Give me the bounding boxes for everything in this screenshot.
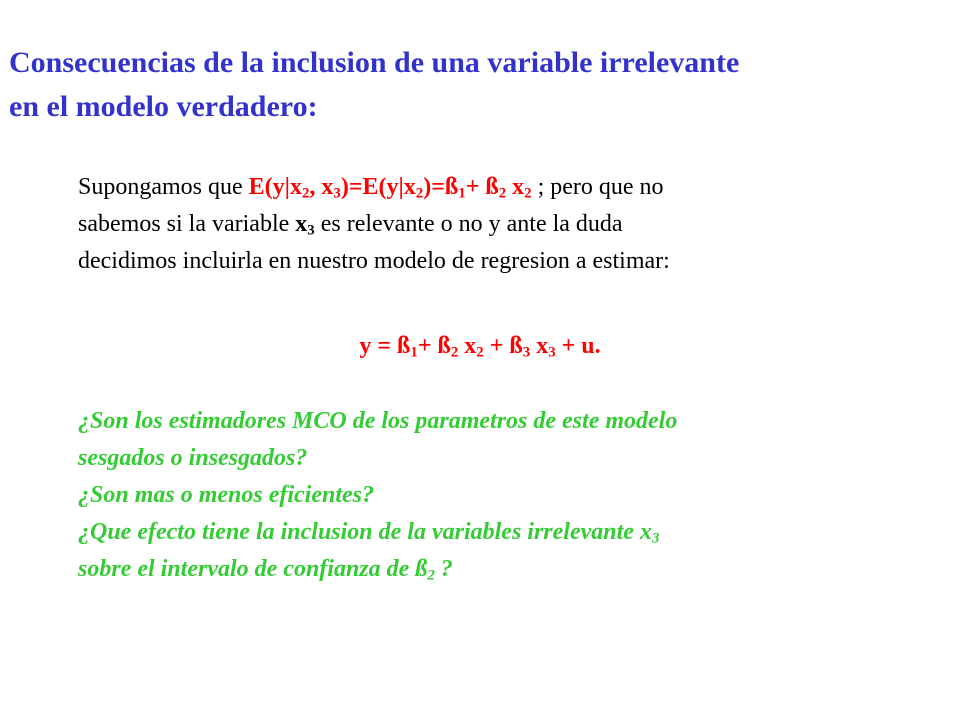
questions-block [78,403,938,588]
text-run: sabemos si la variable [78,211,296,237]
title-line-2: en el modelo verdadero: [9,90,318,123]
intro-paragraph [78,169,938,280]
slide-title [9,41,954,129]
question-3-line-1: ¿Que efecto tiene la inclusion de la variables irrelevante $x_3$ [78,519,660,547]
text-run: ; pero que no [531,174,664,200]
intro-line-2 [78,206,938,243]
intro-line-1 [78,169,938,206]
expectation-formula: $E(y|x_2$, $x_3)=E(y|x_2)=ß_1+$ $ß_2$ $x_2$ [248,174,532,202]
text-run: Supongamos que [78,174,249,200]
question-1-line-1: ¿Son los estimadores MCO de los parametros de este modelo [78,408,678,434]
variable-x3: $x_3$ [295,211,315,239]
question-3-line-2: sobre el intervalo de confianza de $ß_2$ ? [78,556,453,584]
text-run: es relevante o no y ante la duda [314,211,623,237]
regression-equation: $y = ß_1+$ $ß_2$ $x_2$ + $ß_3$ $x_3 + u$. [359,333,601,361]
intro-line-3: decidimos incluirla en nuestro modelo de regresion a estimar: [78,248,670,274]
question-2: ¿Son mas o menos eficientes? [78,482,375,508]
question-1-line-2: sesgados o insesgados? [78,445,308,471]
title-line-1: Consecuencias de la inclusion de una variable irrelevante [9,46,740,79]
